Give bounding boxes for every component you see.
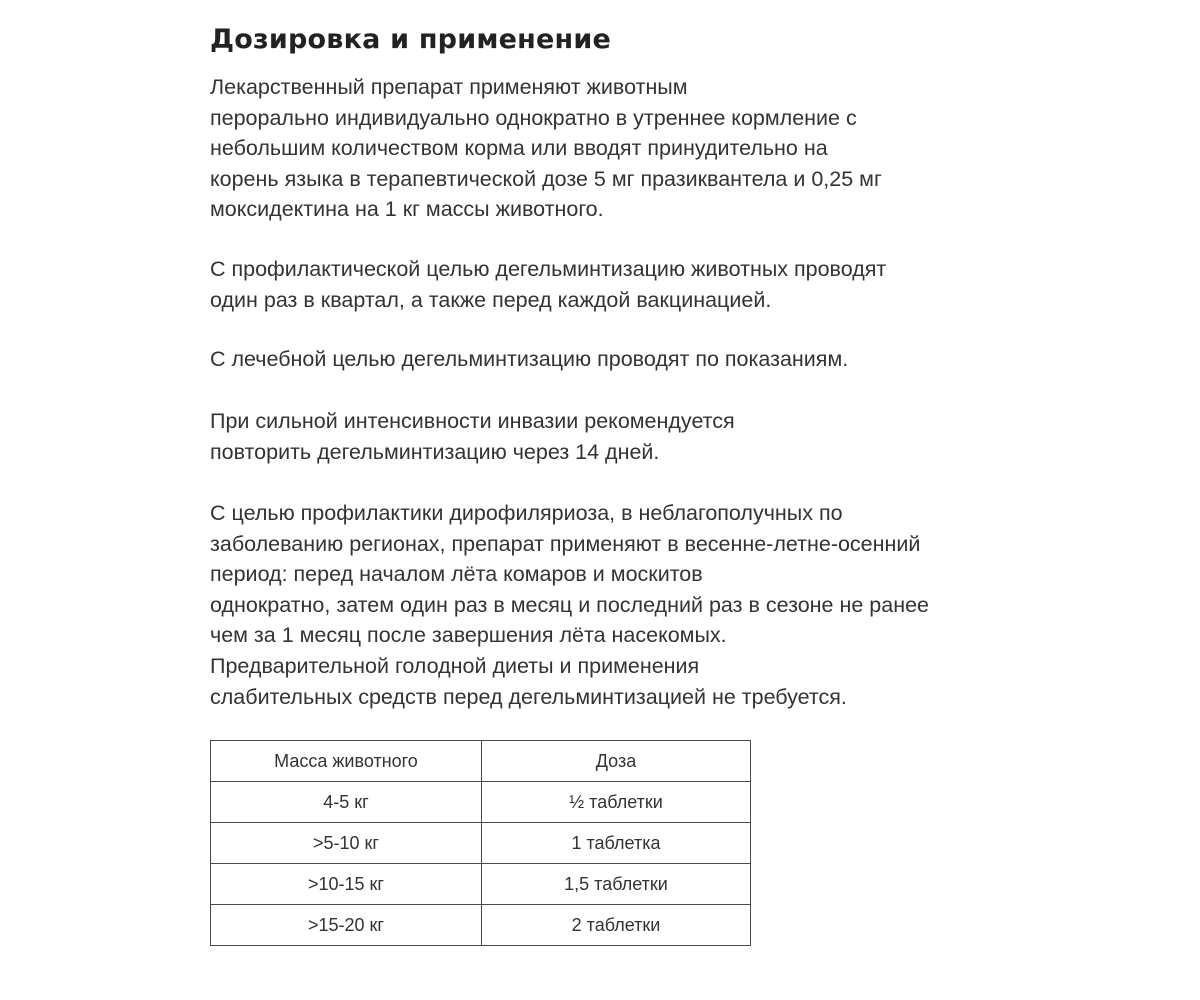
section-title: Дозировка и применение [210,24,611,55]
weight-cell: >5-10 кг [211,823,482,864]
paragraph-line: С целью профилактики дирофиляриоза, в неблагополучных по [210,501,843,525]
table-row [211,823,751,864]
dose-cell: 1 таблетка [482,823,751,864]
paragraph-line: заболеванию регионах, препарат применяют в весенне-летне-осенний [210,531,921,556]
dose-cell: 1,5 таблетки [482,864,751,905]
paragraph-treatment [210,344,848,375]
paragraph-line: моксидектина на 1 кг массы животного. [210,197,604,222]
paragraph-line: слабительных средств перед дегельминтизацией не требуется. [210,684,847,709]
dosage-table [210,740,751,946]
paragraph-line: один раз в квартал, а также перед каждой вакцинацией. [210,287,772,312]
table-row [211,905,751,946]
paragraph-line: корень языка в терапевтической дозе 5 мг празиквантела и 0,25 мг [210,166,882,191]
paragraph-line: Лекарственный препарат применяют животным [210,75,688,99]
paragraph-prophylaxis [210,254,886,315]
paragraph-line: Предварительной голодной диеты и применения [210,653,700,678]
paragraph-line: повторить дегельминтизацию через 14 дней. [210,439,660,464]
dose-cell: ½ таблетки [482,782,751,823]
table-row [211,864,751,905]
table-row [211,782,751,823]
paragraph-line: перорально индивидуально однократно в утреннее кормление с [210,105,857,130]
paragraph-line: чем за 1 месяц после завершения лёта насекомых. [210,623,727,648]
paragraph-administration [210,72,882,225]
paragraph-line: При сильной интенсивности инвазии рекомендуется [210,409,735,433]
paragraph-line: небольшим количеством корма или вводят принудительно на [210,136,828,161]
paragraph-line: С профилактической целью дегельминтизацию животных проводят [210,257,887,281]
paragraph-repeat [210,406,735,467]
header-animal-weight: Масса животного [211,741,482,782]
table-header-row [211,741,751,782]
header-dose: Доза [482,741,751,782]
paragraph-line: С лечебной целью дегельминтизацию проводят по показаниям. [210,347,849,371]
weight-cell: >10-15 кг [211,864,482,905]
paragraph-line: однократно, затем один раз в месяц и последний раз в сезоне не ранее [210,592,929,617]
paragraph-line: период: перед началом лёта комаров и москитов [210,562,703,587]
weight-cell: 4-5 кг [211,782,482,823]
dose-cell: 2 таблетки [482,905,751,946]
dosage-section [210,20,1010,709]
paragraph-dirofilariasis [210,498,929,712]
weight-cell: >15-20 кг [211,905,482,946]
